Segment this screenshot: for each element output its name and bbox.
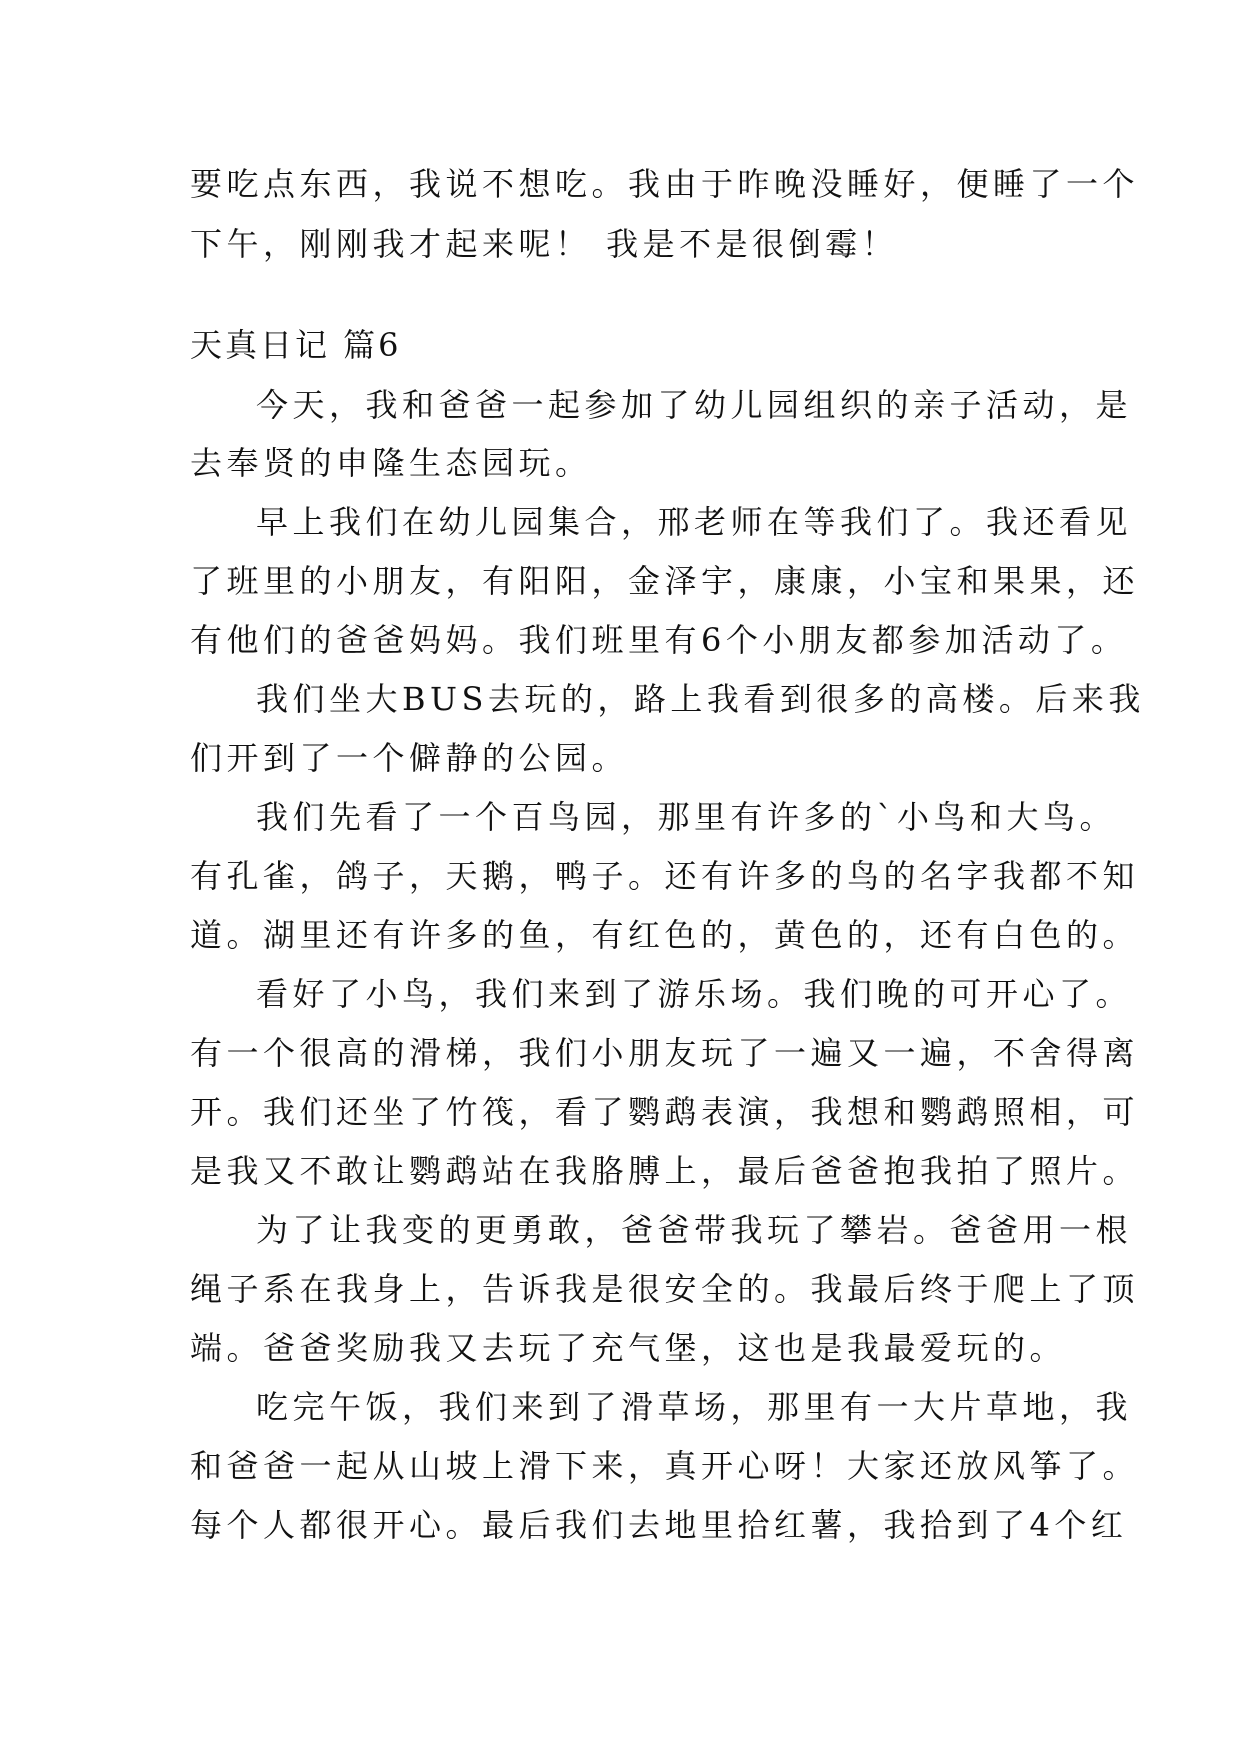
- paragraph-line: 为了让我变的更勇敢，爸爸带我玩了攀岩。爸爸用一根: [256, 1211, 1133, 1249]
- paragraph-line: 开。我们还坐了竹筏，看了鹦鹉表演，我想和鹦鹉照相，可: [190, 1093, 1140, 1131]
- paragraph-line: 去奉贤的申隆生态园玩。: [190, 444, 592, 482]
- paragraph-line: 有孔雀，鸽子，天鹅，鸭子。还有许多的鸟的名字我都不知: [190, 857, 1140, 895]
- paragraph-line: 有他们的爸爸妈妈。我们班里有6个小朋友都参加活动了。: [190, 621, 1128, 659]
- continued-line-2: 下午，刚刚我才起来呢！ 我是不是很倒霉！: [190, 225, 899, 263]
- section-title: 天真日记 篇6: [190, 326, 402, 364]
- paragraph-line: 早上我们在幼儿园集合，邢老师在等我们了。我还看见: [256, 503, 1133, 541]
- paragraph-line: 道。湖里还有许多的鱼，有红色的，黄色的，还有白色的。: [190, 916, 1140, 954]
- paragraph-line: 每个人都很开心。最后我们去地里拾红薯，我拾到了4个红: [190, 1506, 1128, 1544]
- paragraph-line: 看好了小鸟，我们来到了游乐场。我们晚的可开心了。: [256, 975, 1133, 1013]
- paragraph-line: 有一个很高的滑梯，我们小朋友玩了一遍又一遍，不舍得离: [190, 1034, 1140, 1072]
- paragraph-line: 了班里的小朋友，有阳阳，金泽宇，康康，小宝和果果，还: [190, 562, 1140, 600]
- continued-line-1: 要吃点东西，我说不想吃。我由于昨晚没睡好，便睡了一个: [190, 165, 1140, 203]
- paragraph-line: 我们坐大BUS去玩的，路上我看到很多的高楼。后来我: [256, 680, 1145, 718]
- paragraph-line: 是我又不敢让鹦鹉站在我胳膊上，最后爸爸抱我拍了照片。: [190, 1152, 1140, 1190]
- paragraph-line: 吃完午饭，我们来到了滑草场，那里有一大片草地，我: [256, 1388, 1133, 1426]
- paragraph-line: 今天，我和爸爸一起参加了幼儿园组织的亲子活动，是: [256, 386, 1133, 424]
- paragraph-line: 我们先看了一个百鸟园，那里有许多的`小鸟和大鸟。: [256, 798, 1117, 836]
- paragraph-line: 端。爸爸奖励我又去玩了充气堡，这也是我最爱玩的。: [190, 1329, 1067, 1367]
- paragraph-line: 绳子系在我身上，告诉我是很安全的。我最后终于爬上了顶: [190, 1270, 1140, 1308]
- paragraph-line: 和爸爸一起从山坡上滑下来，真开心呀！大家还放风筝了。: [190, 1447, 1140, 1485]
- paragraph-line: 们开到了一个僻静的公园。: [190, 739, 629, 777]
